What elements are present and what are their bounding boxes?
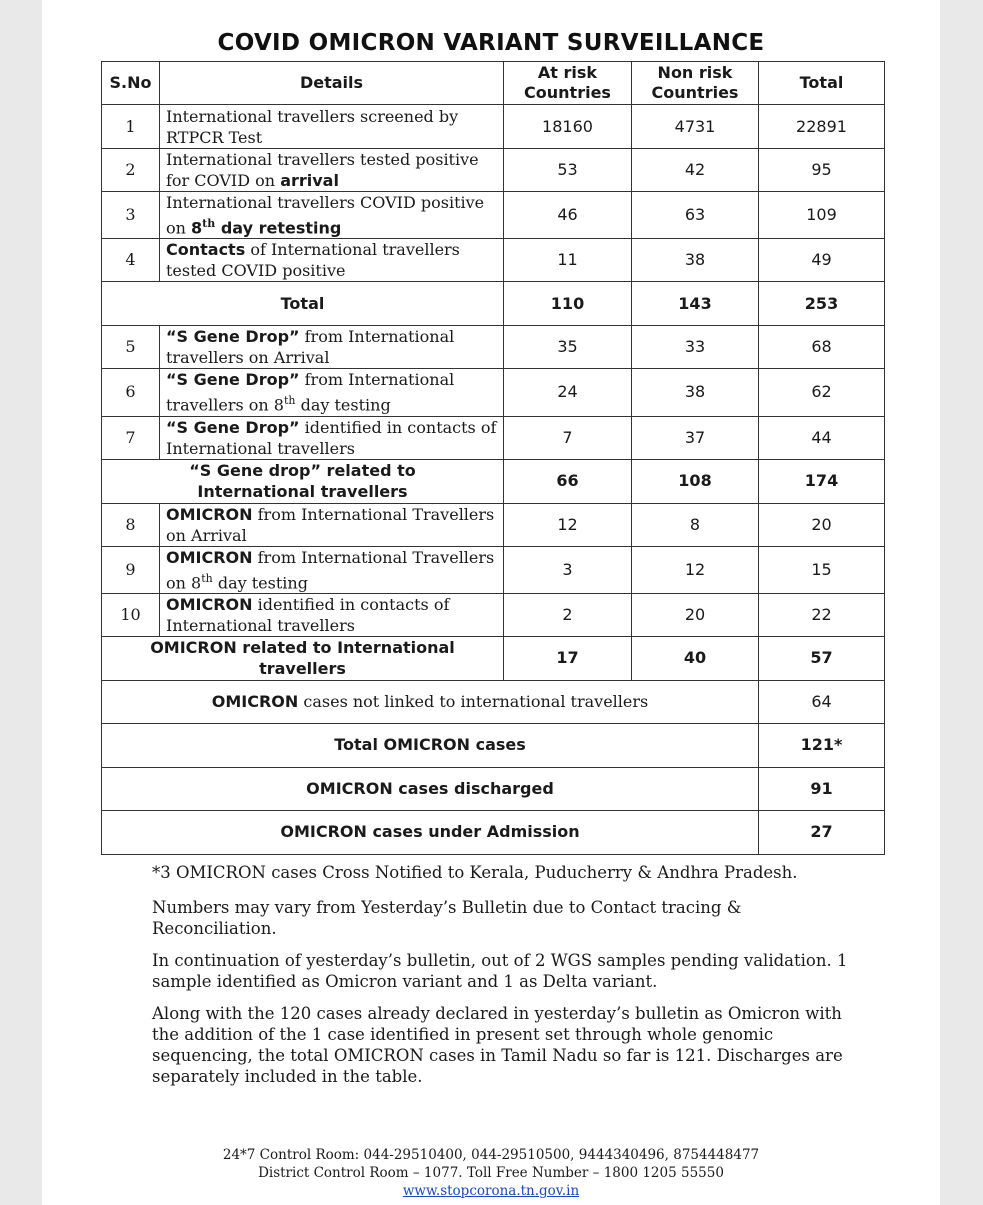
footer-website-link[interactable]: www.stopcorona.tn.gov.in xyxy=(402,1183,580,1199)
table-row xyxy=(102,546,885,593)
row-non-risk: 8 xyxy=(632,503,759,546)
omicron-total-label: OMICRON related to International travellers xyxy=(102,636,504,680)
row-total: 20 xyxy=(759,503,885,546)
total-omicron-row xyxy=(102,723,885,767)
omicron-total-total: 57 xyxy=(759,636,885,680)
sgene-total-total: 174 xyxy=(759,459,885,503)
row-at-risk: 46 xyxy=(504,192,632,239)
row-at-risk: 35 xyxy=(504,326,632,369)
left-margin-shadow xyxy=(0,0,42,1205)
admission-row xyxy=(102,810,885,854)
row-total: 68 xyxy=(759,326,885,369)
row-details: OMICRON from International Travellers on Arrival xyxy=(160,503,504,546)
row-at-risk: 53 xyxy=(504,149,632,192)
total-omicron-label: Total OMICRON cases xyxy=(102,723,759,767)
notes-section xyxy=(152,862,852,1098)
total-omicron-value: 121* xyxy=(759,723,885,767)
row-sno: 4 xyxy=(102,239,160,282)
discharged-row xyxy=(102,767,885,810)
admission-value: 27 xyxy=(759,810,885,854)
discharged-value: 91 xyxy=(759,767,885,810)
row-non-risk: 20 xyxy=(632,593,759,636)
sgene-total-non-risk: 108 xyxy=(632,459,759,503)
table-row xyxy=(102,503,885,546)
note-wgs-samples: In continuation of yesterday’s bulletin, out of 2 WGS samples pending validation. 1 sample identified as Omicron variant and 1 as Delta variant. xyxy=(152,951,848,991)
sgene-total-label: “S Gene drop” related to International travellers xyxy=(102,459,504,503)
row-at-risk: 3 xyxy=(504,546,632,593)
total-label: Total xyxy=(102,282,504,326)
row-sno: 7 xyxy=(102,416,160,459)
not-linked-label: OMICRON cases not linked to international travellers xyxy=(102,680,759,723)
note-numbers-vary: Numbers may vary from Yesterday’s Bulletin due to Contact tracing & Reconciliation. xyxy=(152,898,742,938)
header-sno: S.No xyxy=(102,62,160,105)
table-row xyxy=(102,105,885,149)
row-total: 22891 xyxy=(759,105,885,149)
sgene-total-row xyxy=(102,459,885,503)
row-details: International travellers tested positive for COVID on arrival xyxy=(160,149,504,192)
row-non-risk: 33 xyxy=(632,326,759,369)
header-at-risk: At risk Countries xyxy=(504,62,632,105)
row-sno: 8 xyxy=(102,503,160,546)
omicron-total-non-risk: 40 xyxy=(632,636,759,680)
total-at-risk: 110 xyxy=(504,282,632,326)
row-non-risk: 12 xyxy=(632,546,759,593)
sgene-total-at-risk: 66 xyxy=(504,459,632,503)
row-details: “S Gene Drop” from International travellers on 8th day testing xyxy=(160,369,504,416)
row-details: Contacts of International travellers tested COVID positive xyxy=(160,239,504,282)
note-cross-notified: *3 OMICRON cases Cross Notified to Kerala, Puducherry & Andhra Pradesh. xyxy=(152,863,798,882)
footer xyxy=(42,1146,940,1200)
table-header-row xyxy=(102,62,885,105)
table-row xyxy=(102,326,885,369)
row-total: 62 xyxy=(759,369,885,416)
not-linked-row xyxy=(102,680,885,723)
discharged-label: OMICRON cases discharged xyxy=(102,767,759,810)
row-at-risk: 18160 xyxy=(504,105,632,149)
row-sno: 6 xyxy=(102,369,160,416)
table-row xyxy=(102,416,885,459)
table-row xyxy=(102,192,885,239)
row-sno: 3 xyxy=(102,192,160,239)
row-at-risk: 24 xyxy=(504,369,632,416)
row-details: OMICRON from International Travellers on 8th day testing xyxy=(160,546,504,593)
row-non-risk: 38 xyxy=(632,239,759,282)
row-details: “S Gene Drop” identified in contacts of International travellers xyxy=(160,416,504,459)
row-non-risk: 63 xyxy=(632,192,759,239)
omicron-total-at-risk: 17 xyxy=(504,636,632,680)
row-non-risk: 4731 xyxy=(632,105,759,149)
omicron-total-row xyxy=(102,636,885,680)
table-row xyxy=(102,369,885,416)
row-total: 44 xyxy=(759,416,885,459)
total-non-risk: 143 xyxy=(632,282,759,326)
total-row xyxy=(102,282,885,326)
row-sno: 9 xyxy=(102,546,160,593)
row-at-risk: 12 xyxy=(504,503,632,546)
row-sno: 1 xyxy=(102,105,160,149)
surveillance-table xyxy=(101,61,885,855)
row-details: International travellers screened by RTPCR Test xyxy=(160,105,504,149)
admission-label: OMICRON cases under Admission xyxy=(102,810,759,854)
row-details: “S Gene Drop” from International travellers on Arrival xyxy=(160,326,504,369)
row-total: 95 xyxy=(759,149,885,192)
header-non-risk: Non risk Countries xyxy=(632,62,759,105)
row-sno: 5 xyxy=(102,326,160,369)
row-at-risk: 11 xyxy=(504,239,632,282)
page-title: COVID OMICRON VARIANT SURVEILLANCE xyxy=(217,30,765,56)
row-details: OMICRON identified in contacts of International travellers xyxy=(160,593,504,636)
row-details: International travellers COVID positive on 8th day retesting xyxy=(160,192,504,239)
row-non-risk: 38 xyxy=(632,369,759,416)
row-at-risk: 2 xyxy=(504,593,632,636)
table-row xyxy=(102,593,885,636)
row-at-risk: 7 xyxy=(504,416,632,459)
footer-control-room: 24*7 Control Room: 044-29510400, 044-29510500, 9444340496, 8754448477 xyxy=(222,1147,760,1163)
header-total: Total xyxy=(759,62,885,105)
row-sno: 2 xyxy=(102,149,160,192)
total-total: 253 xyxy=(759,282,885,326)
row-total: 49 xyxy=(759,239,885,282)
bulletin-page xyxy=(42,0,940,1205)
row-non-risk: 42 xyxy=(632,149,759,192)
row-total: 22 xyxy=(759,593,885,636)
header-details: Details xyxy=(160,62,504,105)
table-row xyxy=(102,149,885,192)
row-non-risk: 37 xyxy=(632,416,759,459)
footer-district-room: District Control Room – 1077. Toll Free Number – 1800 1205 55550 xyxy=(258,1165,724,1181)
row-sno: 10 xyxy=(102,593,160,636)
row-total: 15 xyxy=(759,546,885,593)
note-total-cases: Along with the 120 cases already declared in yesterday’s bulletin as Omicron with the addition of the 1 case identified in present set through whole genomic sequencing, the total OMICRON cases in Tamil Nadu so far is 121. Discharges are separately included in the table. xyxy=(152,1004,843,1086)
right-margin-shadow xyxy=(940,0,983,1205)
not-linked-total: 64 xyxy=(759,680,885,723)
table-row xyxy=(102,239,885,282)
row-total: 109 xyxy=(759,192,885,239)
